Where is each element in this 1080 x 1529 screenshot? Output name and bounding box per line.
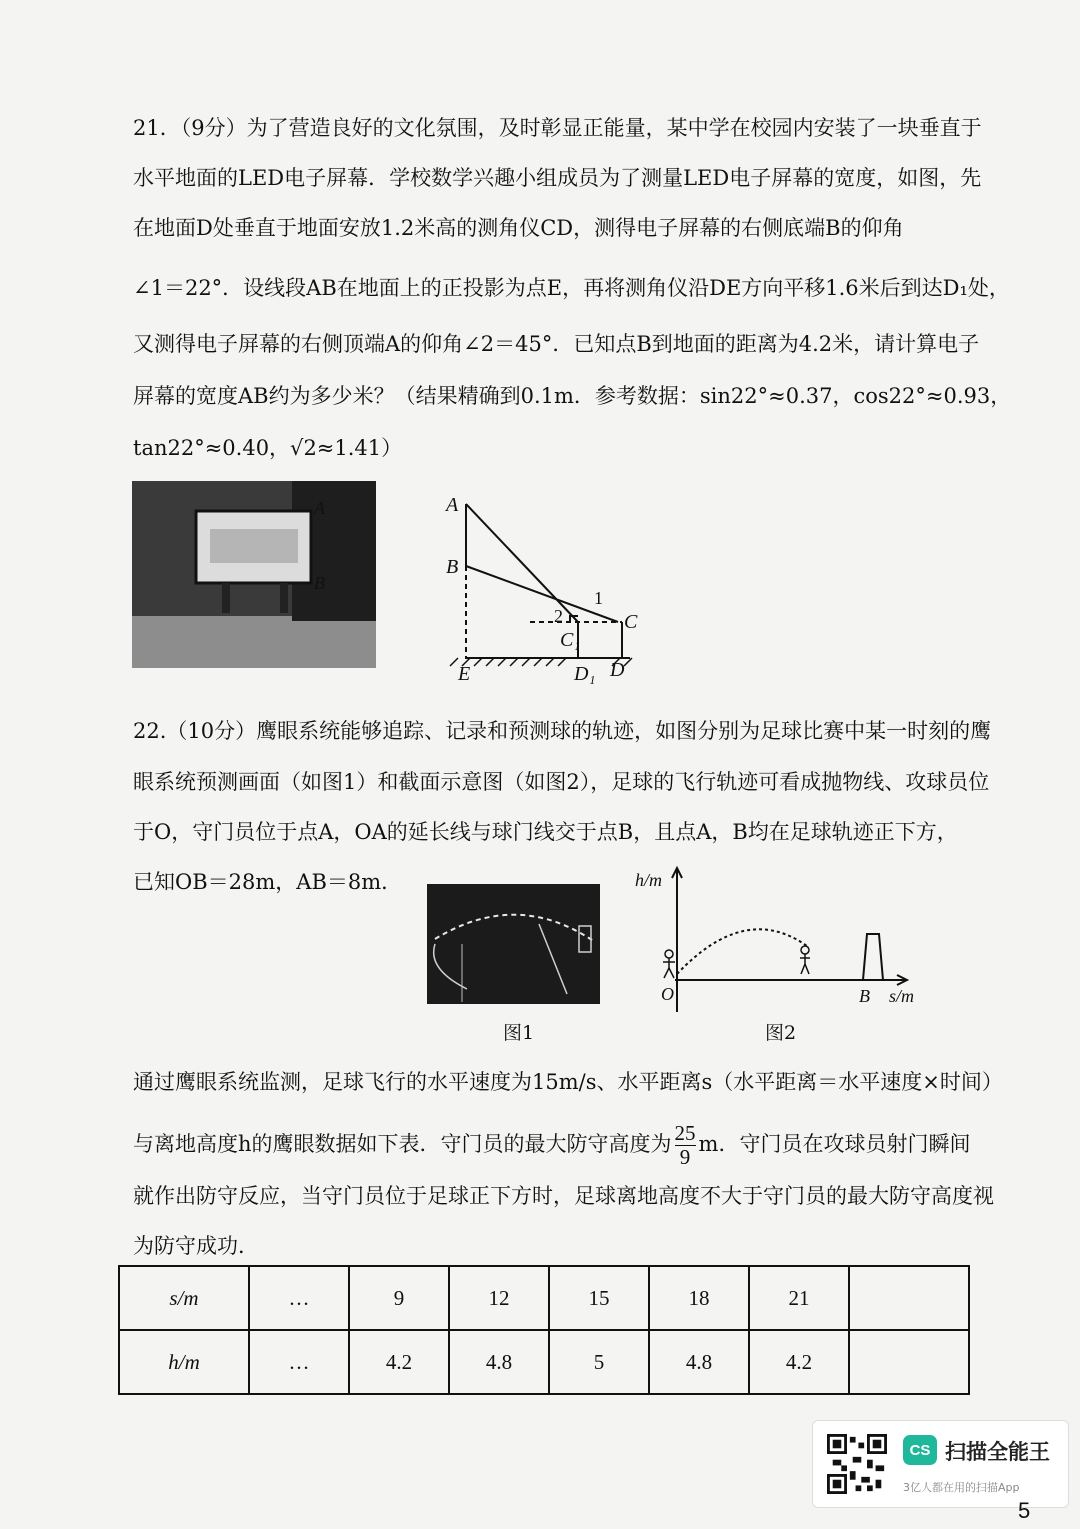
table-row — [119, 1266, 969, 1330]
fraction-25-9 — [675, 1122, 696, 1169]
table-cell: 5 — [549, 1330, 649, 1394]
q22-line-8: 为防守成功． — [133, 1234, 259, 1258]
scanner-app-badge — [812, 1420, 1069, 1508]
qr-code-icon — [827, 1434, 887, 1494]
q22-line-7: 就作出防守反应，当守门员位于足球正下方时，足球离地高度不大于守门员的最大防守高度视 — [133, 1184, 994, 1208]
table-cell: … — [249, 1330, 349, 1394]
app-tagline: 3亿人都在用的扫描App — [903, 1481, 1020, 1494]
label-angle-1: 1 — [594, 588, 603, 608]
table-cell: 4.8 — [649, 1330, 749, 1394]
q22-fig1 — [427, 884, 600, 1004]
q21-photo — [132, 481, 376, 668]
table-cell: 12 — [449, 1266, 549, 1330]
label-e: E — [458, 663, 471, 685]
fraction-denominator: 9 — [679, 1145, 691, 1170]
s-axis-label: s/m — [889, 986, 915, 1006]
goal-post — [863, 934, 883, 980]
table-cell: 4.2 — [349, 1330, 449, 1394]
q22-fig2 — [635, 862, 935, 1022]
q21-line-5: 又测得电子屏幕的右侧顶端A的仰角∠2＝45°．已知点B到地面的距离为4.2米，请计算电子 — [133, 332, 980, 356]
table-row — [119, 1330, 969, 1394]
q22-data-table — [118, 1265, 970, 1395]
led-screen-photo — [132, 481, 376, 668]
ball-trajectory — [677, 929, 807, 974]
origin-label: O — [661, 984, 674, 1004]
app-name: 扫描全能王 — [945, 1440, 1050, 1464]
player-figures — [663, 946, 810, 978]
fraction-numerator: 25 — [674, 1121, 696, 1145]
q21-line-4: ∠1＝22°．设线段AB在地面上的正投影为点E，再将测角仪沿DE方向平移1.6米后到达D₁处， — [133, 276, 1010, 300]
q21-line-3: 在地面D处垂直于地面安放1.2米高的测角仪CD，测得电子屏幕的右侧底端B的仰角 — [133, 216, 904, 240]
q21-line-7: tan22°≈0.40，√2≈1.41） — [133, 436, 403, 460]
table-cell — [849, 1266, 969, 1330]
label-d1: D₁ — [574, 663, 596, 685]
label-c1: C₁ — [560, 629, 581, 651]
q22-line-2: 眼系统预测画面（如图1）和截面示意图（如图2），足球的飞行轨迹可看成抛物线、攻球员位 — [133, 770, 990, 794]
photo-label-a: A — [314, 498, 325, 518]
q22-line-3: 于O，守门员位于点A，OA的延长线与球门线交于点B，且点A，B均在足球轨迹正下方， — [133, 820, 958, 844]
label-a: A — [446, 494, 459, 516]
table-cell — [849, 1330, 969, 1394]
label-d: D — [610, 659, 625, 681]
point-b-label: B — [859, 986, 870, 1006]
q22-line-6-pre: 与离地高度h的鹰眼数据如下表．守门员的最大防守高度为 — [133, 1132, 672, 1157]
q21-diagram — [430, 486, 660, 686]
table-cell: 9 — [349, 1266, 449, 1330]
table-cell: s/m — [119, 1266, 249, 1330]
q22-line-1: 22.（10分）鹰眼系统能够追踪、记录和预测球的轨迹，如图分别为足球比赛中某一时刻的鹰 — [133, 719, 992, 743]
table-cell: 18 — [649, 1266, 749, 1330]
table-cell: h/m — [119, 1330, 249, 1394]
table-cell: 15 — [549, 1266, 649, 1330]
ground-hatching — [450, 658, 632, 666]
q22-line-6-post: m．守门员在攻球员射门瞬间 — [698, 1132, 971, 1157]
fig1-caption: 图1 — [503, 1022, 535, 1044]
fig2-caption: 图2 — [765, 1022, 797, 1044]
q21-line-6: 屏幕的宽度AB约为多少米？（结果精确到0.1m．参考数据：sin22°≈0.37，cos22°≈0.93， — [133, 384, 1012, 408]
q22-line-5: 通过鹰眼系统监测，足球飞行的水平速度为15m/s、水平距离s（水平距离＝水平速度×时间） — [133, 1070, 1003, 1094]
page-number: 5 — [1018, 1498, 1031, 1523]
label-b: B — [446, 556, 459, 578]
table-cell: … — [249, 1266, 349, 1330]
hawkeye-screen — [427, 884, 600, 1004]
table-cell: 4.8 — [449, 1330, 549, 1394]
photo-label-b: B — [314, 573, 325, 593]
label-c: C — [624, 611, 638, 633]
q21-line-1: 21．（9分）为了营造良好的文化氛围，及时彰显正能量，某中学在校园内安装了一块垂直于 — [133, 116, 982, 140]
line-a-c1 — [466, 504, 578, 622]
label-angle-2: 2 — [554, 606, 563, 626]
q22-line-6 — [133, 1122, 970, 1169]
q21-line-2: 水平地面的LED电子屏幕．学校数学兴趣小组成员为了测量LED电子屏幕的宽度，如图，先 — [133, 166, 982, 190]
q22-line-4: 已知OB＝28m，AB＝8m． — [133, 870, 403, 894]
cs-logo-icon: CS — [903, 1435, 937, 1465]
table-cell: 21 — [749, 1266, 849, 1330]
h-axis-label: h/m — [635, 870, 662, 890]
table-cell: 4.2 — [749, 1330, 849, 1394]
